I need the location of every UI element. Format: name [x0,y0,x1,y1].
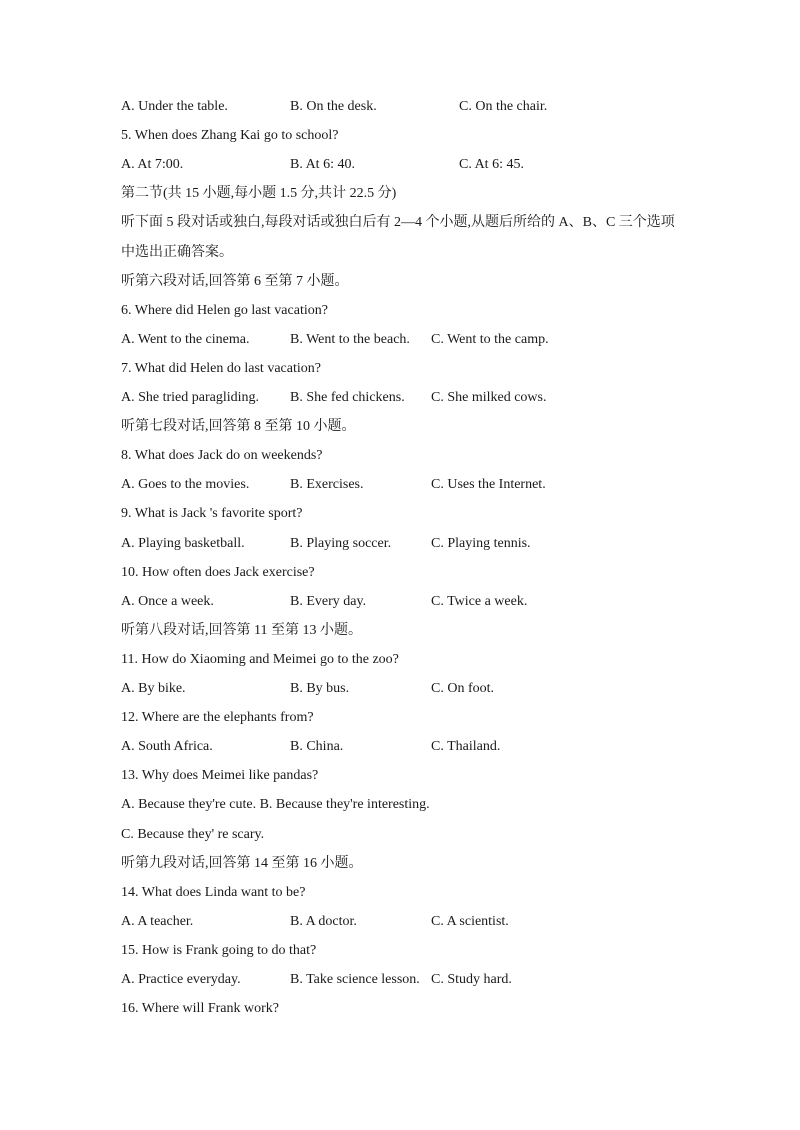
answer-option: B. Exercises. [290,477,364,492]
answer-option: C. Uses the Internet. [431,477,546,492]
instruction-text: 听第九段对话,回答第 14 至第 16 小题。 [121,856,363,871]
instruction-text: 听第八段对话,回答第 11 至第 13 小题。 [121,623,362,638]
answer-option: A. Practice everyday. [121,972,241,987]
question-text: 8. What does Jack do on weekends? [121,448,323,463]
instruction-text: A. Because they're cute. B. Because they're interesting. [121,797,430,812]
question-text: 5. When does Zhang Kai go to school? [121,128,339,143]
question-text: 10. How often does Jack exercise? [121,565,315,580]
answer-option: C. Playing tennis. [431,536,531,551]
answer-option: B. She fed chickens. [290,390,405,405]
instruction-text: 中选出正确答案。 [121,245,233,260]
answer-option: C. Study hard. [431,972,512,987]
answer-option: C. On the chair. [459,99,548,114]
answer-option: B. A doctor. [290,914,357,929]
answer-option: B. At 6: 40. [290,157,355,172]
answer-option: A. A teacher. [121,914,194,929]
answer-option: B. Take science lesson. [290,972,420,987]
answer-option: A. Once a week. [121,594,214,609]
answer-option: A. At 7:00. [121,157,184,172]
question-text: 12. Where are the elephants from? [121,710,314,725]
answer-option: C. Went to the camp. [431,332,549,347]
answer-option: B. China. [290,739,344,754]
answer-option: C. On foot. [431,681,494,696]
question-text: 14. What does Linda want to be? [121,885,306,900]
answer-option: B. Went to the beach. [290,332,410,347]
instruction-text: C. Because they' re scary. [121,827,265,842]
instruction-text: 第二节(共 15 小题,每小题 1.5 分,共计 22.5 分) [121,186,397,201]
question-text: 16. Where will Frank work? [121,1001,279,1016]
answer-option: A. Went to the cinema. [121,332,250,347]
answer-option: C. At 6: 45. [459,157,524,172]
question-text: 6. Where did Helen go last vacation? [121,303,328,318]
question-text: 7. What did Helen do last vacation? [121,361,321,376]
answer-option: B. Every day. [290,594,367,609]
answer-option: B. Playing soccer. [290,536,392,551]
answer-option: C. She milked cows. [431,390,547,405]
answer-option: A. By bike. [121,681,186,696]
answer-option: A. Under the table. [121,99,228,114]
answer-option: B. By bus. [290,681,350,696]
instruction-text: 听下面 5 段对话或独白,每段对话或独白后有 2—4 个小题,从题后所给的 A、B、C 三个选项 [121,215,675,230]
question-text: 15. How is Frank going to do that? [121,943,317,958]
answer-option: A. South Africa. [121,739,213,754]
answer-option: C. Twice a week. [431,594,528,609]
answer-option: B. On the desk. [290,99,377,114]
answer-option: A. She tried paragliding. [121,390,260,405]
answer-option: A. Goes to the movies. [121,477,250,492]
question-text: 11. How do Xiaoming and Meimei go to the zoo? [121,652,399,667]
answer-option: A. Playing basketball. [121,536,245,551]
instruction-text: 听第七段对话,回答第 8 至第 10 小题。 [121,419,356,434]
answer-option: C. A scientist. [431,914,509,929]
answer-option: C. Thailand. [431,739,501,754]
instruction-text: 听第六段对话,回答第 6 至第 7 小题。 [121,274,349,289]
question-text: 13. Why does Meimei like pandas? [121,768,319,783]
question-text: 9. What is Jack 's favorite sport? [121,506,303,521]
